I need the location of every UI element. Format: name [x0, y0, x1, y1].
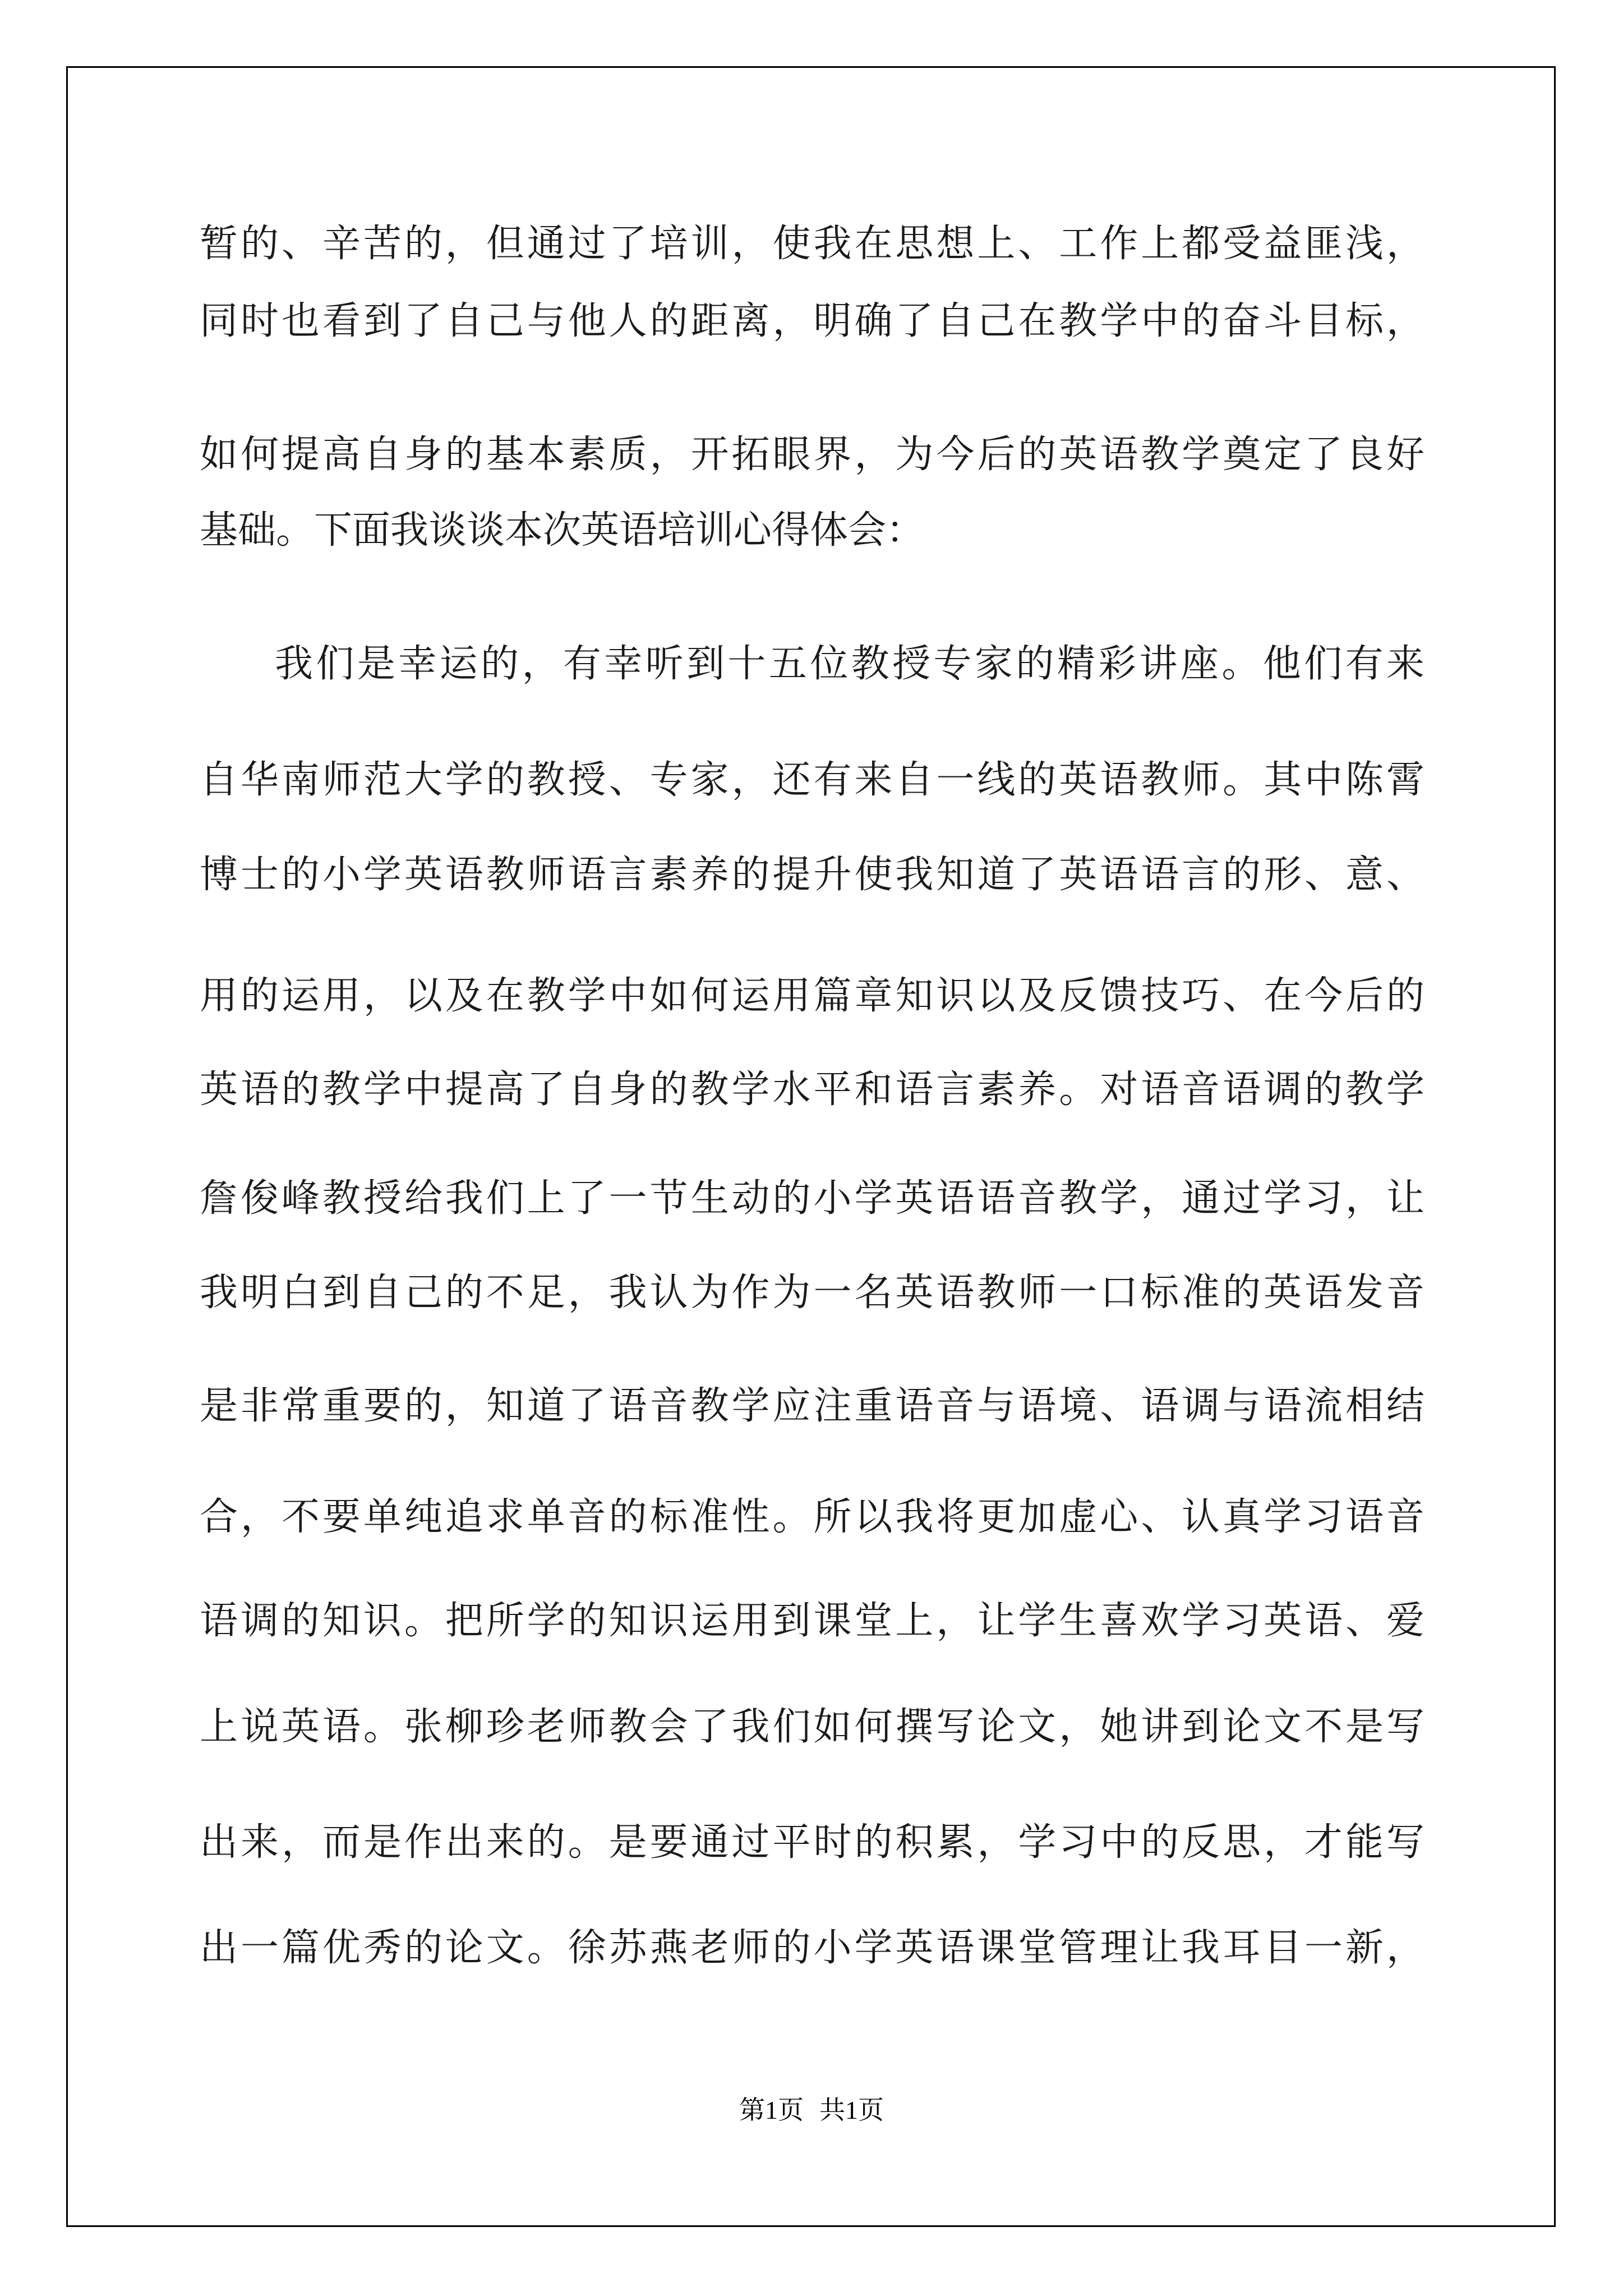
- paragraph-line: 语调的知识。把所学的知识运用到课堂上，让学生喜欢学习英语、爱: [200, 1599, 1424, 1643]
- paragraph-line: 我明白到自己的不足，我认为作为一名英语教师一口标准的英语发音: [200, 1271, 1424, 1315]
- paragraph-line: 詹俊峰教授给我们上了一节生动的小学英语语音教学，通过学习，让: [200, 1176, 1424, 1221]
- page-total: 共1页: [819, 2096, 884, 2124]
- page-number: 第1页: [739, 2096, 804, 2124]
- paragraph-line: 是非常重要的，知道了语音教学应注重语音与语境、语调与语流相结: [200, 1384, 1424, 1428]
- paragraph-line: 基础。下面我谈谈本次英语培训心得体会：: [200, 508, 925, 553]
- paragraph-line: 合，不要单纯追求单音的标准性。所以我将更加虚心、认真学习语音: [200, 1495, 1424, 1539]
- paragraph-line: 出来，而是作出来的。是要通过平时的积累，学习中的反思，才能写: [200, 1820, 1424, 1865]
- paragraph-line: 同时也看到了自己与他人的距离，明确了自己在教学中的奋斗目标，: [200, 299, 1424, 343]
- paragraph-line: 如何提高自身的基本素质，开拓眼界，为今后的英语教学奠定了良好: [200, 432, 1424, 477]
- paragraph-line: 用的运用，以及在教学中如何运用篇章知识以及反馈技巧、在今后的: [200, 974, 1424, 1018]
- paragraph-line: 我们是幸运的，有幸听到十五位教授专家的精彩讲座。他们有来: [275, 642, 1424, 686]
- paragraph-line: 上说英语。张柳珍老师教会了我们如何撰写论文，她讲到论文不是写: [200, 1705, 1424, 1749]
- paragraph-line: 自华南师范大学的教授、专家，还有来自一线的英语教师。其中陈霄: [200, 758, 1424, 802]
- paragraph-line: 英语的教学中提高了自身的教学水平和语言素养。对语音语调的教学: [200, 1068, 1424, 1112]
- page-footer: [0, 2093, 1623, 2127]
- paragraph-line: 暂的、辛苦的，但通过了培训，使我在思想上、工作上都受益匪浅，: [200, 222, 1424, 266]
- paragraph-line: 出一篇优秀的论文。徐苏燕老师的小学英语课堂管理让我耳目一新，: [200, 1926, 1424, 1970]
- paragraph-line: 博士的小学英语教师语言素养的提升使我知道了英语语言的形、意、: [200, 853, 1424, 897]
- page-border: [66, 66, 1556, 2227]
